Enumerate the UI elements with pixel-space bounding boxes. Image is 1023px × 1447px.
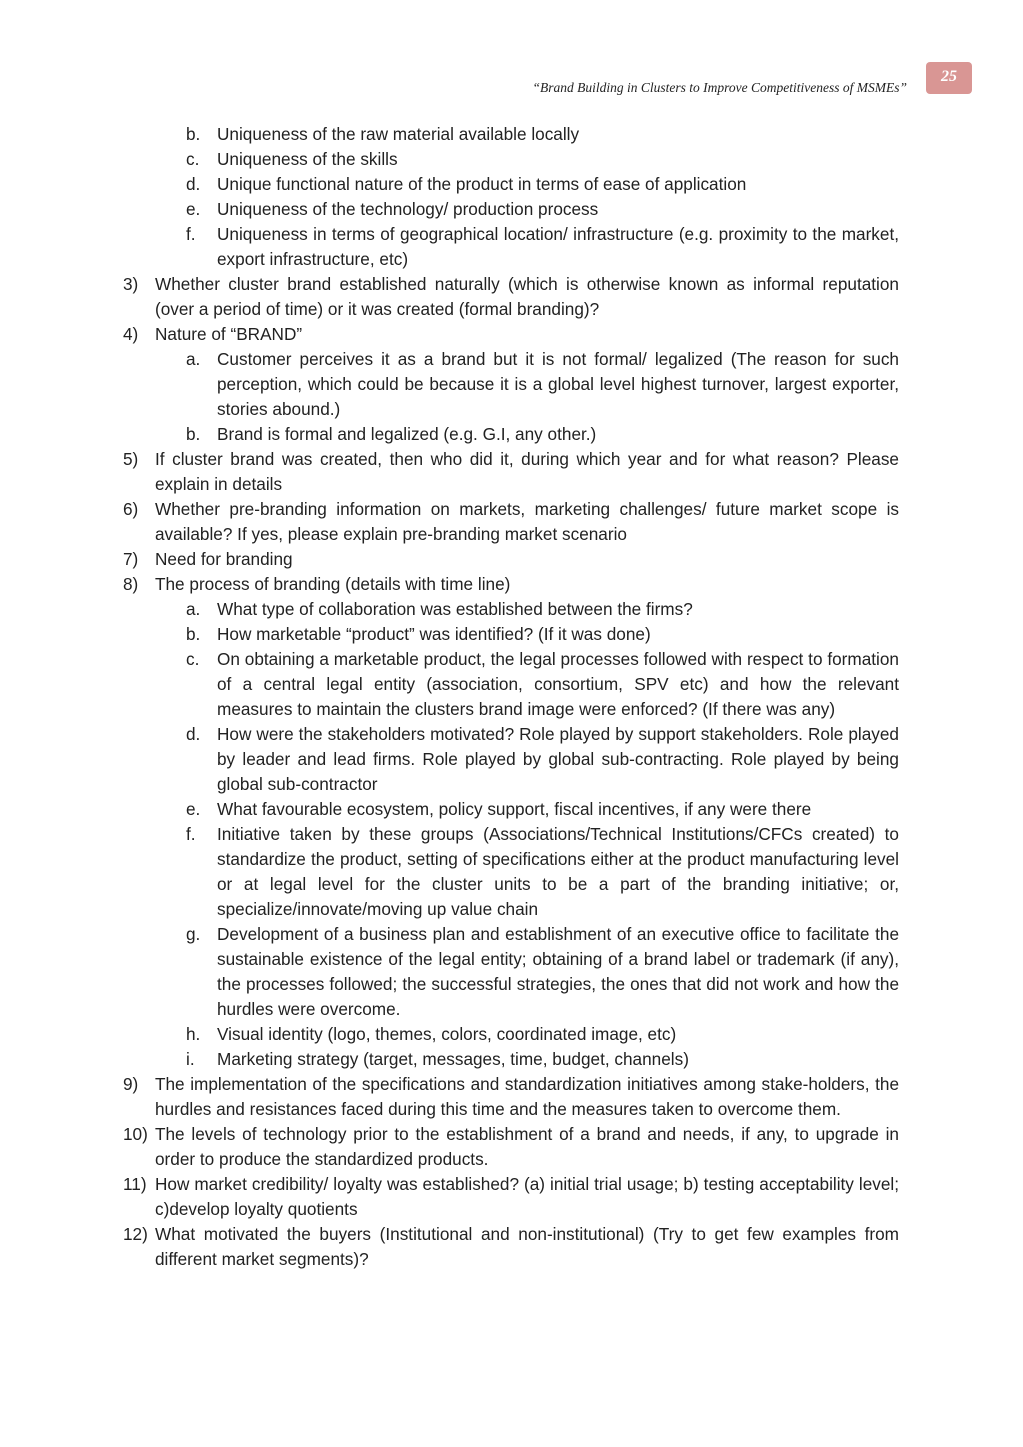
list-item-text: Brand is formal and legalized (e.g. G.I, any other.) [217, 424, 597, 444]
list-marker: d. [186, 724, 201, 744]
sub-list-item [0, 347, 899, 422]
list-marker: f. [186, 224, 196, 244]
list-marker: b. [186, 124, 201, 144]
list-item-text: How marketable “product” was identified? (If it was done) [217, 624, 651, 644]
list-marker: 5) [123, 449, 139, 469]
list-item-text: The implementation of the specifications and standardization initiatives among stake-holders, the hurdles and resistances faced during this time and the measures taken to overcome them. [155, 1074, 899, 1119]
list-item-text: If cluster brand was created, then who did it, during which year and for what reason? Please explain in details [155, 449, 899, 494]
list-item-text: How were the stakeholders motivated? Role played by support stakeholders. Role played by leader and lead firms. Role played by global sub-contracting. Role played by being global sub-contractor [217, 724, 899, 794]
list-item [0, 1222, 899, 1272]
list-item-text: On obtaining a marketable product, the legal processes followed with respect to formation of a central legal entity (association, consortium, SPV etc) and how the relevant measures to maintain the clusters brand image were enforced? (If there was any) [217, 649, 899, 719]
list-item-text: Whether pre-branding information on markets, marketing challenges/ future market scope is available? If yes, please explain pre-branding market scenario [155, 499, 899, 544]
sub-list-item [0, 647, 899, 722]
running-header: “Brand Building in Clusters to Improve Competitiveness of MSMEs” [532, 80, 907, 95]
sub-list-item [0, 197, 899, 222]
list-marker: 9) [123, 1074, 139, 1094]
list-marker: 4) [123, 324, 139, 344]
list-marker: 11) [123, 1174, 147, 1194]
list-item-text: Development of a business plan and establishment of an executive office to facilitate the sustainable existence of the legal entity; obtaining of a brand label or trademark (if any), the processes followed; the successful strategies, the ones that did not work and how the hurdles were overcome. [217, 924, 899, 1019]
list-item [0, 547, 899, 572]
list-marker: e. [186, 799, 201, 819]
list-item-text: Uniqueness of the skills [217, 149, 398, 169]
list-item-text: Initiative taken by these groups (Associations/Technical Institutions/CFCs created) to standardize the product, setting of specifications either at the product manufacturing level or at legal level for the cluster units to be a part of the branding initiative; or, specialize/innovate/moving up value chain [217, 824, 899, 919]
list-item [0, 1072, 899, 1122]
list-marker: 7) [123, 549, 139, 569]
sub-list-item [0, 147, 899, 172]
sub-list-item [0, 822, 899, 922]
list-marker: 3) [123, 274, 139, 294]
list-item [0, 447, 899, 497]
list-item-text: Customer perceives it as a brand but it is not formal/ legalized (The reason for such perception, which could be because it is a global level highest turnover, largest exporter, stories abound.) [217, 349, 899, 419]
list-marker: b. [186, 624, 201, 644]
list-item-text: What type of collaboration was established between the firms? [217, 599, 693, 619]
list-marker: c. [186, 649, 200, 669]
list-item-text: How market credibility/ loyalty was established? (a) initial trial usage; b) testing acceptability level; c)develop loyalty quotients [155, 1174, 899, 1219]
list-marker: 10) [123, 1124, 148, 1144]
list-marker: 12) [123, 1224, 148, 1244]
list-item-text: Uniqueness of the raw material available locally [217, 124, 580, 144]
list-marker: f. [186, 824, 196, 844]
list-marker: g. [186, 924, 201, 944]
list-item [0, 1172, 899, 1222]
sub-list-item [0, 797, 899, 822]
list-item [0, 322, 899, 347]
page-number-badge: 25 [926, 62, 972, 94]
list-marker: h. [186, 1024, 201, 1044]
list-marker: b. [186, 424, 201, 444]
list-item [0, 1122, 899, 1172]
list-item-text: Uniqueness of the technology/ production process [217, 199, 599, 219]
list-marker: 6) [123, 499, 139, 519]
list-marker: a. [186, 599, 201, 619]
sub-list-item [0, 422, 899, 447]
list-item-text: What motivated the buyers (Institutional and non-institutional) (Try to get few examples from different market segments)? [155, 1224, 899, 1269]
list-item-text: Unique functional nature of the product in terms of ease of application [217, 174, 747, 194]
list-marker: d. [186, 174, 201, 194]
list-item-text: The process of branding (details with time line) [155, 574, 511, 594]
list-item-text: Uniqueness in terms of geographical location/ infrastructure (e.g. proximity to the market, export infrastructure, etc) [217, 224, 899, 269]
list-marker: a. [186, 349, 201, 369]
list-item [0, 497, 899, 547]
sub-list-item [0, 597, 899, 622]
sub-list-item [0, 622, 899, 647]
list-item [0, 572, 899, 597]
list-item [0, 272, 899, 322]
sub-list-item [0, 222, 899, 272]
list-item-text: Marketing strategy (target, messages, time, budget, channels) [217, 1049, 689, 1069]
list-item-text: Visual identity (logo, themes, colors, coordinated image, etc) [217, 1024, 677, 1044]
sub-list-item [0, 172, 899, 197]
list-item-text: Nature of “BRAND” [155, 324, 303, 344]
list-marker: 8) [123, 574, 139, 594]
list-item-text: Need for branding [155, 549, 293, 569]
sub-list-item [0, 722, 899, 797]
list-marker: c. [186, 149, 200, 169]
sub-list-item [0, 1022, 899, 1047]
list-marker: e. [186, 199, 201, 219]
list-item-text: What favourable ecosystem, policy support, fiscal incentives, if any were there [217, 799, 812, 819]
sub-list-item [0, 122, 899, 147]
list-item-text: The levels of technology prior to the establishment of a brand and needs, if any, to upgrade in order to produce the standardized products. [155, 1124, 899, 1169]
sub-list-item [0, 922, 899, 1022]
list-marker: i. [186, 1049, 195, 1069]
sub-list-item [0, 1047, 899, 1072]
document-body [0, 122, 1023, 1272]
list-item-text: Whether cluster brand established naturally (which is otherwise known as informal reputation (over a period of time) or it was created (formal branding)? [155, 274, 899, 319]
